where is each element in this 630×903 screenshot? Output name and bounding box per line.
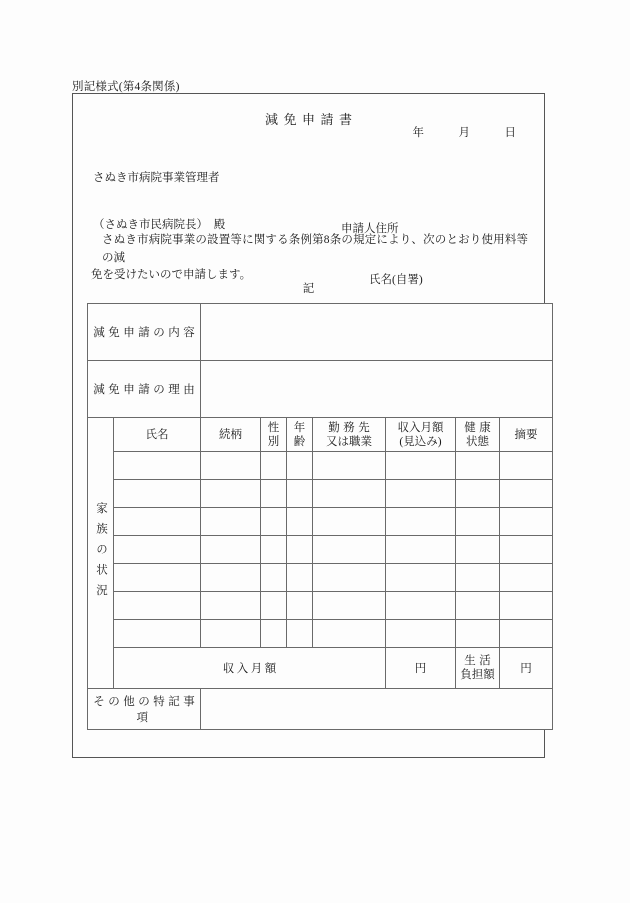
cell-income[interactable] [386, 620, 456, 648]
table-row-reason [88, 361, 553, 418]
cell-health[interactable] [456, 452, 500, 480]
cell-income[interactable] [386, 536, 456, 564]
cell-name[interactable] [114, 508, 201, 536]
cell-remarks[interactable] [500, 536, 553, 564]
cell-remarks[interactable] [500, 564, 553, 592]
cell-relation[interactable] [201, 480, 261, 508]
column-header-sex: 性 別 [261, 418, 287, 452]
cell-workplace[interactable] [313, 592, 386, 620]
cell-age[interactable] [287, 564, 313, 592]
cell-health[interactable] [456, 536, 500, 564]
cell-age[interactable] [287, 536, 313, 564]
cell-age[interactable] [287, 592, 313, 620]
cell-relation[interactable] [201, 592, 261, 620]
addressee-line-2: （さぬき市民病院長） 殿 [93, 218, 226, 231]
content-value-field[interactable] [201, 304, 553, 361]
cell-remarks[interactable] [500, 620, 553, 648]
column-header-age: 年 齢 [287, 418, 313, 452]
cell-income[interactable] [386, 564, 456, 592]
cell-health[interactable] [456, 480, 500, 508]
cell-remarks[interactable] [500, 592, 553, 620]
cell-remarks[interactable] [500, 508, 553, 536]
cell-sex[interactable] [261, 536, 287, 564]
cell-name[interactable] [114, 564, 201, 592]
cell-health[interactable] [456, 620, 500, 648]
statement-line-1: さぬき市病院事業の設置等に関する条例第8条の規定により、次のとおり使用料等の減 [102, 234, 528, 264]
cell-relation[interactable] [201, 620, 261, 648]
cell-relation[interactable] [201, 564, 261, 592]
cell-name[interactable] [114, 536, 201, 564]
totals-row [88, 648, 553, 689]
cell-workplace[interactable] [313, 620, 386, 648]
cell-remarks[interactable] [500, 452, 553, 480]
burden-label: 生活 負担額 [456, 648, 500, 689]
ki-mark: 記 [302, 283, 315, 295]
table-row-content [88, 304, 553, 361]
column-header-health: 健康 状態 [456, 418, 500, 452]
cell-age[interactable] [287, 620, 313, 648]
table-row [88, 564, 553, 592]
cell-remarks[interactable] [500, 480, 553, 508]
table-row [88, 620, 553, 648]
cell-health[interactable] [456, 592, 500, 620]
column-header-name: 氏名 [114, 418, 201, 452]
cell-income[interactable] [386, 452, 456, 480]
cell-sex[interactable] [261, 620, 287, 648]
burden-total-value[interactable]: 円 [500, 648, 553, 689]
table-row [88, 480, 553, 508]
income-total-label: 収入月額 [114, 648, 386, 689]
cell-name[interactable] [114, 620, 201, 648]
table-row [88, 452, 553, 480]
statement-paragraph [91, 232, 528, 285]
reason-label: 減免申請の理由 [88, 361, 201, 418]
date-line: 年 月 日 [412, 127, 516, 139]
cell-income[interactable] [386, 592, 456, 620]
applicant-name-label: 氏名(自署) [369, 274, 423, 286]
cell-health[interactable] [456, 508, 500, 536]
cell-workplace[interactable] [313, 452, 386, 480]
cell-workplace[interactable] [313, 564, 386, 592]
cell-age[interactable] [287, 452, 313, 480]
notes-row [88, 689, 553, 730]
table-row [88, 536, 553, 564]
form-code-label: 別記様式(第4条関係) [72, 81, 180, 93]
table-row [88, 592, 553, 620]
table-row [88, 508, 553, 536]
cell-name[interactable] [114, 480, 201, 508]
cell-name[interactable] [114, 592, 201, 620]
cell-sex[interactable] [261, 592, 287, 620]
cell-name[interactable] [114, 452, 201, 480]
cell-sex[interactable] [261, 452, 287, 480]
application-table [87, 303, 553, 730]
family-section-label: 家族の状況 [88, 418, 114, 689]
cell-relation[interactable] [201, 452, 261, 480]
cell-health[interactable] [456, 564, 500, 592]
reason-value-field[interactable] [201, 361, 553, 418]
family-header-row [88, 418, 553, 452]
income-total-value[interactable]: 円 [386, 648, 456, 689]
applicant-address-label: 申請人住所 [341, 223, 399, 235]
cell-age[interactable] [287, 480, 313, 508]
form-sheet [72, 93, 545, 758]
cell-age[interactable] [287, 508, 313, 536]
cell-workplace[interactable] [313, 508, 386, 536]
content-label: 減免申請の内容 [88, 304, 201, 361]
cell-relation[interactable] [201, 536, 261, 564]
column-header-workplace: 勤務先 又は職業 [313, 418, 386, 452]
document-title: 減免申請書 [264, 112, 358, 127]
cell-income[interactable] [386, 480, 456, 508]
notes-label: その他の特記事項 [88, 689, 201, 730]
cell-sex[interactable] [261, 480, 287, 508]
column-header-remarks: 摘要 [500, 418, 553, 452]
column-header-relation: 続柄 [201, 418, 261, 452]
column-header-income: 収入月額 (見込み) [386, 418, 456, 452]
cell-workplace[interactable] [313, 536, 386, 564]
cell-sex[interactable] [261, 564, 287, 592]
statement-line-2: 免を受けたいので申請します。 [91, 269, 252, 281]
cell-income[interactable] [386, 508, 456, 536]
cell-workplace[interactable] [313, 480, 386, 508]
addressee-line-1: さぬき市病院事業管理者 [93, 172, 220, 184]
cell-relation[interactable] [201, 508, 261, 536]
cell-sex[interactable] [261, 508, 287, 536]
notes-value-field[interactable] [201, 689, 553, 730]
